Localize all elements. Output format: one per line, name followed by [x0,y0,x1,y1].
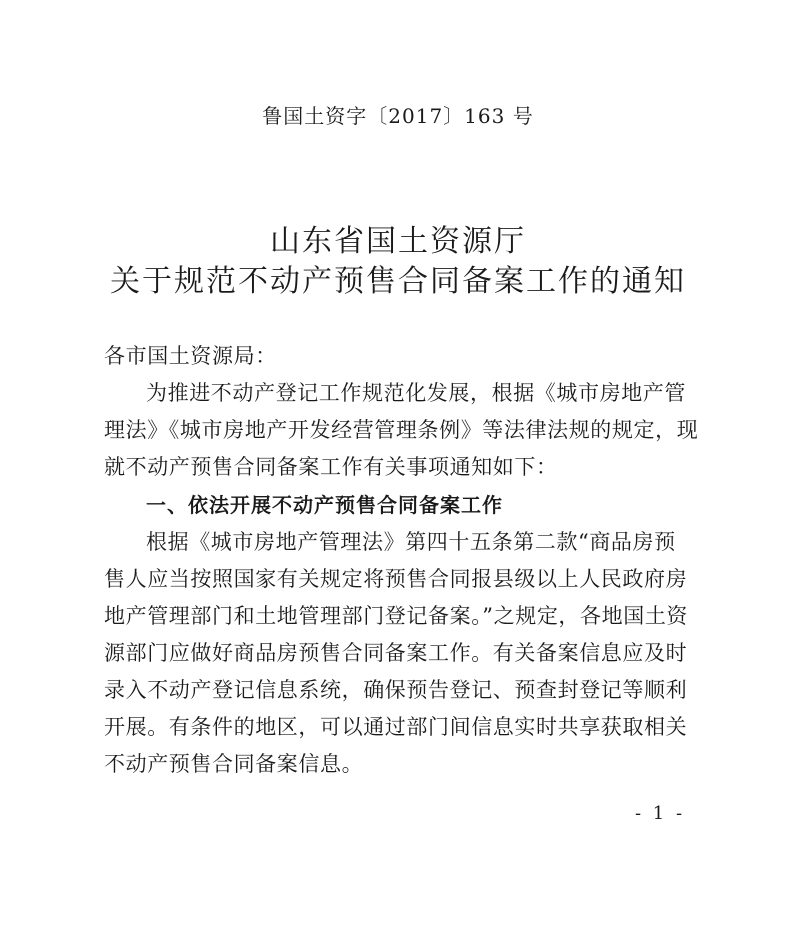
document-title-subject: 关于规范不动产预售合同备案工作的通知 [110,264,686,299]
paragraph-line: 源部门应做好商品房预售合同备案工作。有关备案信息应及时 [104,641,688,665]
paragraph-section1 [104,524,689,783]
paragraph-line: 为推进不动产登记工作规范化发展，根据《城市房地产管 [146,381,686,405]
document-title-issuer: 山东省国土资源厅 [270,224,526,259]
paragraph-intro [104,375,699,486]
addressee-line: 各市国土资源局： [104,344,277,368]
addressee [104,338,684,375]
paragraph-line: 理法》《城市房地产开发经营管理条例》等法律法规的规定，现 [104,418,699,442]
paragraph-line: 开展。有条件的地区，可以通过部门间信息实时共享获取相关 [104,715,688,739]
paragraph-line: 售人应当按照国家有关规定将预售合同报县级以上人民政府房 [104,567,688,591]
section-heading: 一、依法开展不动产预售合同备案工作 [146,493,503,517]
paragraph-line: 就不动产预售合同备案工作有关事项通知如下： [104,455,558,479]
page-number: - 1 - [634,803,686,824]
paragraph-line: 录入不动产登记信息系统，确保预告登记、预查封登记等顺利 [104,678,688,702]
document-number: 鲁国土资字〔2017〕163 号 [262,104,534,128]
paragraph-line: 根据《城市房地产管理法》第四十五条第二款“商品房预 [146,530,676,554]
paragraph-line: 地产管理部门和土地管理部门登记备案。”之规定，各地国土资 [104,604,689,628]
paragraph-line: 不动产预售合同备案信息。 [104,752,364,776]
